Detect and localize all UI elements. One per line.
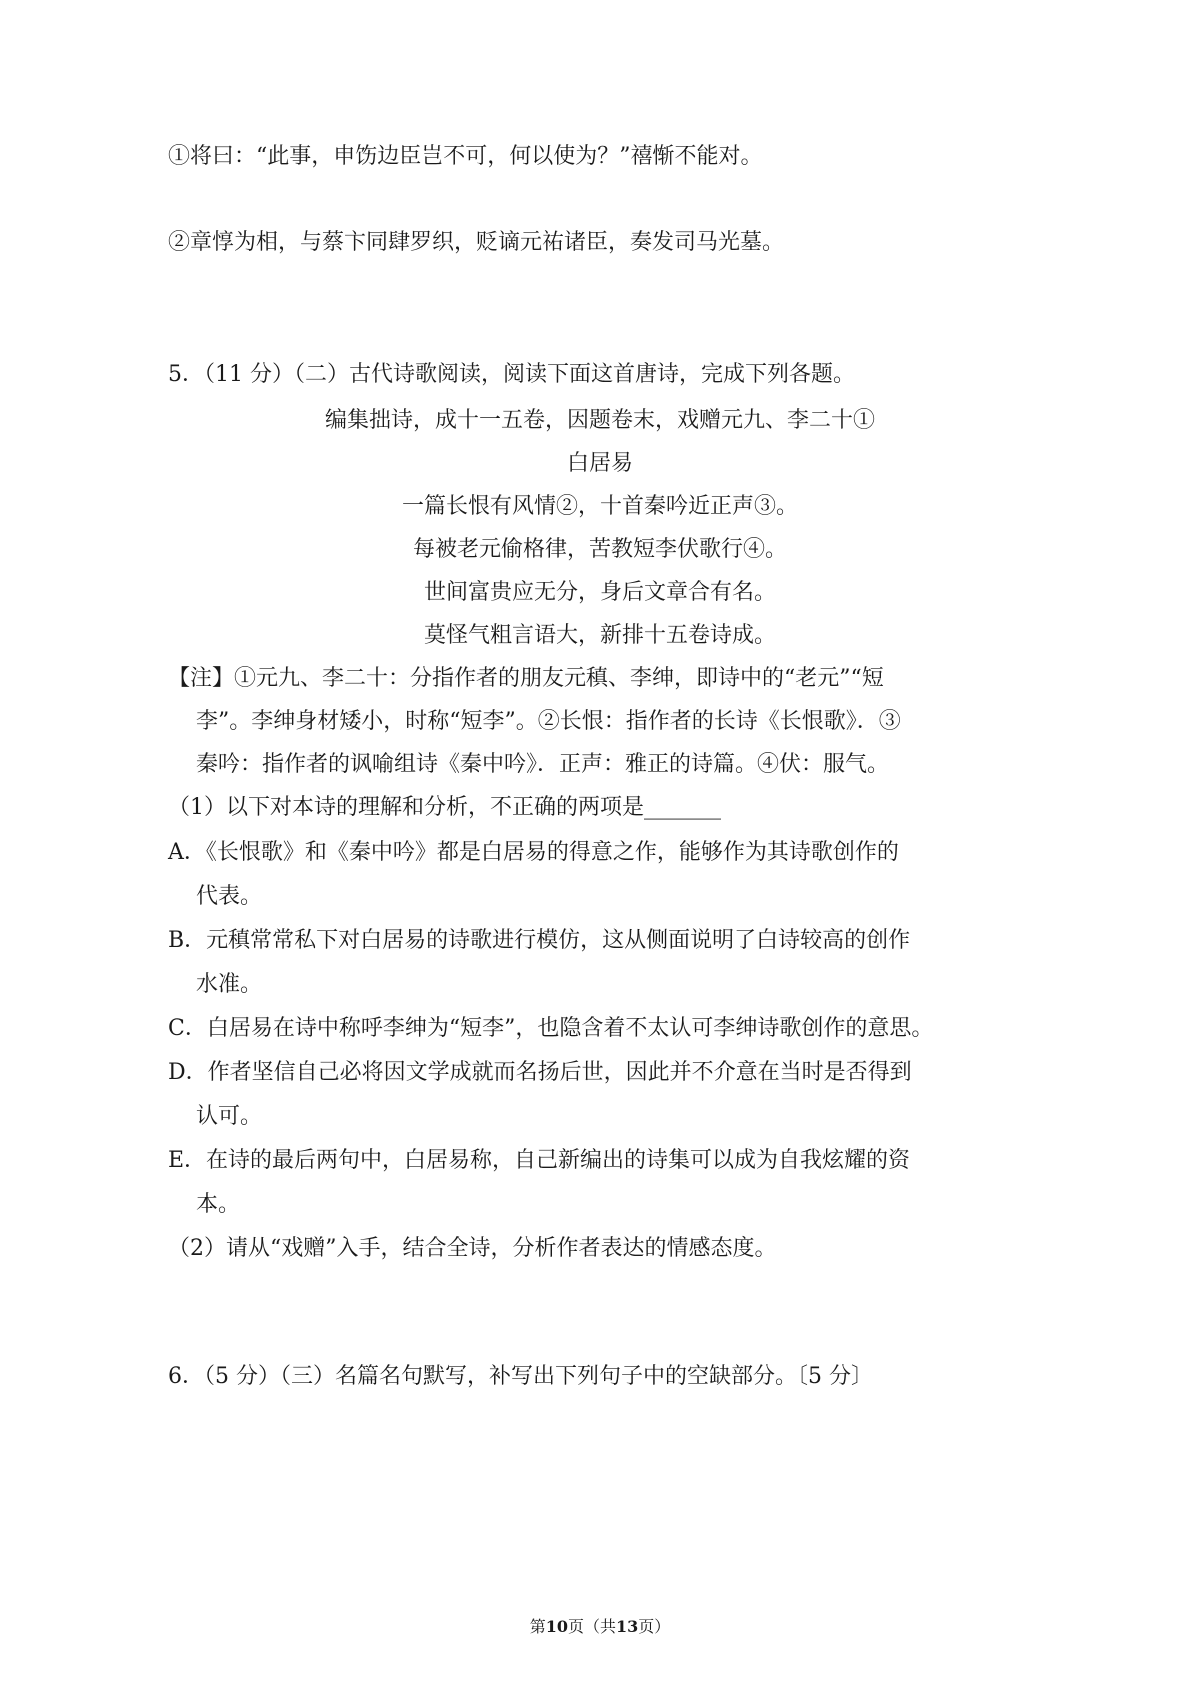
note-line: 【注】①元九、李二十：分指作者的朋友元稹、李绅，即诗中的“老元”“短 — [168, 666, 884, 691]
sub-question-2: （2）请从“戏赠”入手，结合全诗，分析作者表达的情感态度。 — [168, 1236, 777, 1261]
poem-author: 白居易 — [566, 451, 633, 476]
page-footer — [0, 1616, 1200, 1638]
question-6-header: 6．（5 分）（三）名篇名句默写，补写出下列句子中的空缺部分。〔5 分〕 — [168, 1364, 873, 1389]
note-line: 秦吟：指作者的讽喻组诗《秦中吟》．正声：雅正的诗篇。④伏：服气。 — [196, 752, 890, 777]
question-5-header: 5．（11 分）（二）古代诗歌阅读，阅读下面这首唐诗，完成下列各题。 — [168, 362, 855, 387]
poem-line: 一篇长恨有风情②，十首秦吟近正声③。 — [401, 494, 798, 519]
poem-line: 莫怪气粗言语大，新排十五卷诗成。 — [423, 623, 776, 648]
footer-prefix: 第 — [529, 1617, 546, 1636]
option-d: D．作者坚信自己必将因文学成就而名扬后世，因此并不介意在当时是否得到 — [168, 1060, 912, 1085]
poem-line: 每被老元偷格律，苦教短李伏歌行④。 — [412, 537, 787, 562]
footer-suffix: 页） — [638, 1617, 671, 1636]
option-e-cont: 本。 — [196, 1192, 241, 1217]
page-number: 10 — [545, 1617, 568, 1636]
poem-title: 编集拙诗，成十一五卷，因题卷末，戏赠元九、李二十① — [324, 408, 875, 433]
option-e: E．在诗的最后两句中，白居易称，自己新编出的诗集可以成为自我炫耀的资 — [168, 1148, 911, 1173]
option-a-cont: 代表。 — [196, 884, 263, 909]
option-c: C．白居易在诗中称呼李绅为“短李”，也隐含着不太认可李绅诗歌创作的意思。 — [168, 1016, 934, 1041]
note-line: 李”。李绅身材矮小，时称“短李”。②长恨：指作者的长诗《长恨歌》．③ — [196, 709, 901, 734]
total-pages: 13 — [616, 1617, 639, 1636]
option-a: A．《长恨歌》和《秦中吟》都是白居易的得意之作，能够作为其诗歌创作的 — [168, 840, 899, 865]
sub-question-1: （1）以下对本诗的理解和分析，不正确的两项是_______ — [168, 795, 721, 820]
poem-line: 世间富贵应无分，身后文章合有名。 — [423, 580, 776, 605]
footer-mid: 页（共 — [567, 1617, 616, 1636]
option-d-cont: 认可。 — [196, 1104, 263, 1129]
sentence-2: ②章惇为相，与蔡卞同肆罗织，贬谪元祐诸臣，奏发司马光墓。 — [168, 230, 785, 255]
sentence-1: ①将曰：“此事，申饬边臣岂不可，何以使为？”禧惭不能对。 — [168, 144, 763, 169]
option-b-cont: 水准。 — [196, 972, 263, 997]
option-b: B．元稹常常私下对白居易的诗歌进行模仿，这从侧面说明了白诗较高的创作 — [168, 928, 911, 953]
